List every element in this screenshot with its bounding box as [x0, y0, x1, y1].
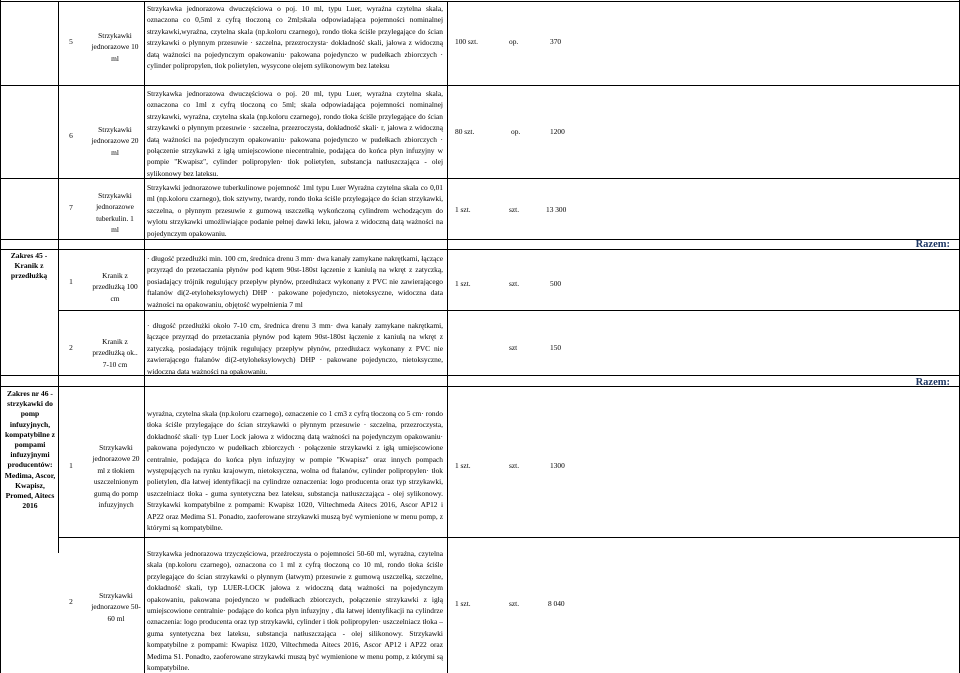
row-divider: [0, 249, 960, 250]
row-quantity: 1 szt.: [455, 205, 471, 214]
row-description: Strzykawki jednorazowe tuberkulinowe pojemność 1ml typu Luer Wyraźna czytelna skala co 0,01 ml (np.koloru czarnego), tłok sztywny, twardy, rondo tłoka ściśle przylegające do ścian strzykawki, szczelna, o płynnym przesuwie z gumową uszczelką wykończoną cylindrem wchodzącym do wylotu strzykawki umożliwiające podanie pełnej dawki leku, jałowa z widoczną datą ważności na pojedynczym opakowaniu.: [147, 183, 443, 238]
row-description: · długość przedłużki min. 100 cm, średnica drenu 3 mm· dwa kanały zamykane nakrętkami, łączące przyrząd do przetaczania płynów pod kątem 90st-180st łączenie z kaniulą na wkręt z zatyczką, posiadający trójnik regulujący przepływ płynów, przedłużacz wykonany z PVC nie zawierającego ftalanów di(2-etyloheksylowych) DHP · pakowane pojedynczo, nietoksyczne, widoczna data ważności na opakowaniu, objętość wypełnienia 7 ml: [147, 254, 443, 309]
row-lp: 1: [69, 461, 73, 470]
zakres-label-45: Zakres 45 - Kranik z przedłużką: [10, 251, 48, 281]
row-total: 370: [550, 37, 562, 46]
row-description: · długość przedłużki około 7-10 cm, średnica drenu 3 mm· dwa kanały zamykane nakrętkami, łączące przyrząd do przetaczania płynów pod kątem 90st-180st łączenie z kaniulą na wkręt z zatyczką, posiadający trójnik regulujący przepływ płynów, przedłużacz wykonany z PVC nie zawierającego ftalanów di(2-etyloheksylowych) DHP · pakowane pojedynczo, nietoksyczne, widoczna data ważności na opakowaniu.: [147, 321, 443, 376]
zakres-label-46: Zakres nr 46 - strzykawki do pomp infuzyjnych, kompatybilne z pompami infuzyjnymi producentów: Medima, Ascor, Kwapisz, Promed, Aitecs 2016: [4, 389, 56, 511]
row-total: 8 040: [548, 599, 565, 608]
row-unit: op.: [511, 127, 521, 136]
row-product-name: Strzykawki jednorazowe 20 ml z tłokiem uszczelnionym gumą do pomp infuzyjnych: [92, 443, 140, 510]
row-lp: 2: [69, 597, 73, 606]
row-lp: 2: [69, 343, 73, 352]
row-divider: [0, 375, 960, 376]
row-unit: op.: [509, 37, 519, 46]
row-divider: [0, 239, 960, 240]
row-unit: szt.: [509, 599, 520, 608]
razem-label: Razem:: [915, 377, 950, 388]
row-divider: [0, 386, 960, 387]
row-divider: [58, 537, 960, 538]
row-quantity: 1 szt.: [455, 599, 471, 608]
row-lp: 1: [69, 277, 73, 286]
row-divider: [0, 178, 960, 179]
row-description: Strzykawka jednorazowa trzyczęściowa, przeźroczysta o pojemności 50-60 ml, wyraźna, czytelna skala (np.koloru czarnego), oznaczona co 1 ml z cyfrą tłoczoną co 10 ml, rondo tłoka ściśle przylegające do ścian strzykawki o płynnym (łatwym) przesuwie z gumową uszczelką, szczelne, dokładność skali, typ LUER-LOCK jałowa z widoczną datą ważności na pojedynczym opakowaniu, pakowana pojedynczo w pudełkach zbiorczych, połączenie strzykawki z igłą umiejscowione centralnie· podające do końca płyn infuzyjny , dla łatwej identyfikacji na cylindrze oznaczenia: logo producenta oraz typ strzykawki, cylinder i tłok polipropylen· uszczelniacz tłoka – guma syntetyczna bez lateksu, substancja natłuszczająca - olej silikonowy. Strzykawki kompatybilne z pompami: Kwapisz 1020, Viltechmeda Aitecs 2016, Ascor AP12 i AP22 oraz Medima S1. Ponadto, zaoferowane strzykawki muszą być wymienione w menu pomp, z którymi są kompatybilne.: [147, 549, 443, 673]
row-lp: 6: [69, 131, 73, 140]
row-quantity: 80 szt.: [455, 127, 475, 136]
row-product-name: Strzykawki jednorazowe 20 ml: [91, 125, 139, 157]
row-lp: 7: [69, 203, 73, 212]
row-total: 150: [550, 343, 562, 352]
row-quantity: 100 szt.: [455, 37, 478, 46]
row-lp: 5: [69, 37, 73, 46]
row-description: wyraźna, czytelna skala (np.koloru czarnego), oznaczenie co 1 cm3 z cyfrą tłoczoną co 5 cm· rondo tłoka ściśle przylegające do ścian strzykawki o płynnym przesuwie · szczelna, przezroczysta, dokładność skali· typ Luer Lock jałowa z widoczną datą ważności na pojedynczym opakowaniu· pakowana pojedynczo w pudełkach zbiorczych · połączenie strzykawki z igłą umiejscowione centralnie, podająca do końca płyn infuzyjny w pompie "Kwapisz" oraz innych pompach występujących na rynku krajowym, nietoksyczna, wolna od ftalanów, cylinder polipropylen· tłok polietylen, dla łatwej identyfikacji na cylindrze oznaczenia: logo producenta oraz typ strzykawki, uszczelniacz tłoka - guma syntetyczna bez lateksu, substancja natłuszczająca - olej sylikonowy. Strzykawki kompatybilne z pompami: Kwapisz 1020, Viltechmeda Aitecs 2016, Ascor AP12 i AP22 oraz Medima S1. Ponadto, zaoferowane strzykawki muszą być wymienione w menu pomp, z którymi są kompatybilne.: [147, 409, 443, 533]
row-total: 500: [550, 279, 562, 288]
row-total: 1300: [550, 461, 565, 470]
row-total: 1200: [550, 127, 565, 136]
row-description: Strzykawka jednorazowa dwuczęściowa o poj. 20 ml, typu Luer, wyraźna czytelna skala, oznaczona co 1ml z cyfrą tłoczoną co 5ml; skala odpowiadająca pojemności nominalnej strzykawki, wyraźna, czytelna skala (np.koloru czarnego), rondo tłoka ściśle przylegające do ścian strzykawki o płynnym przesuwie · szczelna, przezroczysta, dokładność skali· r, jałowa z widoczną datą ważności na pojedynczym opakowaniu· pakowana pojedynczo w pudełkach zbiorczych · połączenie strzykawki z igłą umiejscowione niecentralnie, podająca do końca płyn infuzyjny w pompie "Kwapisz", cylinder polipropylen· tłok polietylen, substancja natłuszczająca - olej sylikonowy bez lateksu.: [147, 89, 443, 178]
row-description: Strzykawka jednorazowa dwuczęściowa o poj. 10 ml, typu Luer, wyraźna czytelna skala, oznaczona co 0,5ml z cyfrą tłoczoną co 2ml;skala odpowiadająca pojemności nominalnej strzykawki,wyraźna, czytelna skala (np.koloru czarnego), rondo tłoka ściśle przylegające do ścian strzykawki o płynnym przesuwie · szczelna, przezroczysta· dokładność skali, jałowa z widoczną datą ważności na pojedynczym opakowaniu· pakowana pojedynczo w pudełkach zbiorczych · cylinder polipropylen, tłok polietylen, wysycone olejem sylikonowym bez lateksu: [147, 4, 443, 71]
col-divider: [447, 1, 448, 673]
row-product-name: Strzykawki jednorazowe 50-60 ml: [91, 591, 141, 623]
row-divider: [0, 85, 960, 86]
row-unit: szt.: [509, 461, 520, 470]
row-unit: szt.: [509, 279, 520, 288]
col-divider: [144, 1, 145, 673]
border-left: [0, 0, 1, 673]
razem-label: Razem:: [915, 239, 950, 250]
row-product-name: Strzykawki jednorazowe tuberkulin. 1 ml: [96, 191, 134, 235]
row-unit: szt.: [509, 205, 520, 214]
row-divider: [58, 310, 960, 311]
row-total: 13 300: [546, 205, 567, 214]
row-quantity: 1 szt.: [455, 461, 471, 470]
row-quantity: 1 szt.: [455, 279, 471, 288]
row-product-name: Kranik z przedłużką 100 cm: [92, 271, 138, 303]
row-unit: szt: [509, 343, 518, 352]
row-product-name: Strzykawki jednorazowe 10 ml: [91, 31, 139, 63]
row-product-name: Kranik z przedłużką ok.. 7-10 cm: [92, 337, 138, 369]
